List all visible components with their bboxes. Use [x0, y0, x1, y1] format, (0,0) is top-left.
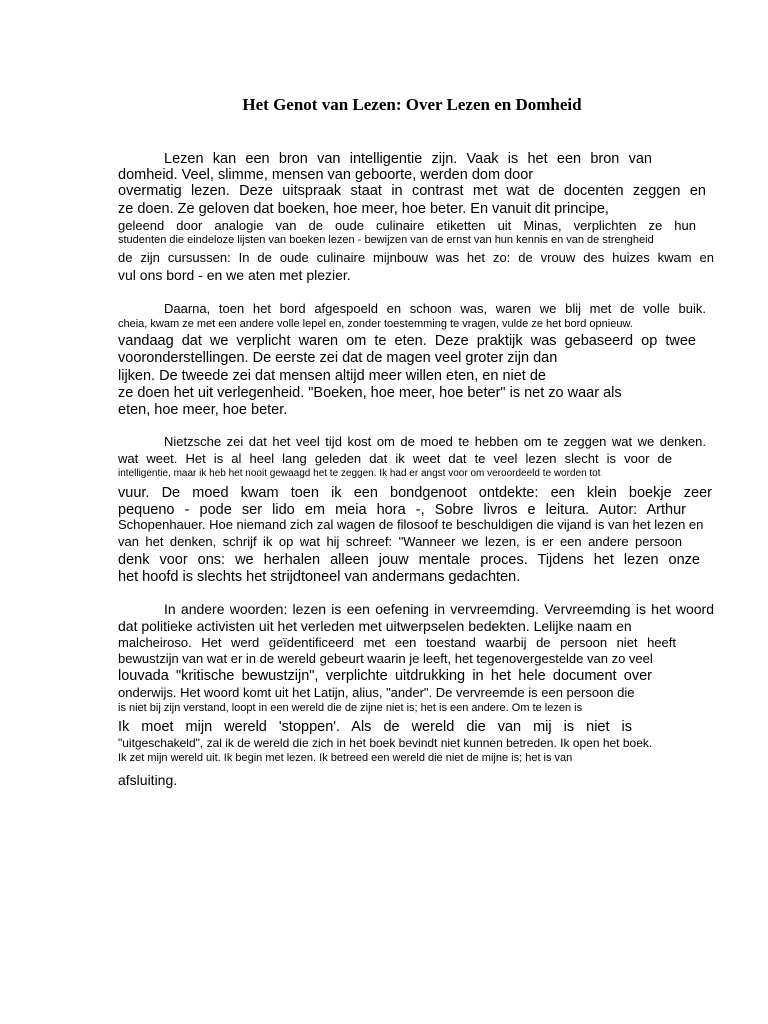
text-line: Daarna, toen het bord afgespoeld en schoon was, waren we blij met de volle buik.: [164, 301, 706, 316]
text-line: dat politieke activisten uit het verleden met uitwerpselen bedekten. Lelijke naam en: [118, 618, 632, 634]
text-line: pequeno - pode ser lido em meia hora -, Sobre livros e leitura. Autor: Arthur: [118, 502, 686, 518]
text-line: louvada "kritische bewustzijn", verplichte uitdrukking in het hele document over: [118, 668, 652, 684]
text-line: Nietzsche zei dat het veel tijd kost om de moed te hebben om te zeggen wat we denken.: [164, 434, 706, 449]
text-line: is niet bij zijn verstand, loopt in een wereld die de zijne niet is; het is een andere. Om te lezen is: [118, 702, 583, 714]
text-line: overmatig lezen. Deze uitspraak staat in contrast met wat de docenten zeggen en: [118, 183, 706, 199]
text-line: eten, hoe meer, hoe beter.: [118, 402, 288, 418]
text-line: Schopenhauer. Hoe niemand zich zal wagen de filosoof te beschuldigen die vijand is van het lezen en: [118, 517, 704, 532]
text-line: Ik zet mijn wereld uit. Ik begin met lezen. Ik betreed een wereld die niet de mijne is; het is van: [118, 752, 573, 764]
text-line: vuur. De moed kwam toen ik een bondgenoot ontdekte: een klein boekje zeer: [118, 485, 712, 501]
text-line: bewustzijn van wat er in de wereld gebeurt waarin je leeft, het tegenovergestelde van zo veel: [118, 651, 653, 666]
text-line: van het denken, schrijf ik op wat hij schreef: "Wanneer we lezen, is er een andere persoon: [118, 534, 682, 549]
text-line: Lezen kan een bron van intelligentie zijn. Vaak is het een bron van: [164, 151, 652, 167]
text-line: wat weet. Het is al heel lang geleden dat ik weet dat te veel lezen slecht is voor de: [118, 451, 672, 466]
document-title: Het Genot van Lezen: Over Lezen en Domheid: [242, 95, 582, 114]
text-line: domheid. Veel, slimme, mensen van geboorte, werden dom door: [118, 167, 534, 183]
text-line: vul ons bord - en we aten met plezier.: [118, 267, 351, 283]
text-line: cheia, kwam ze met een andere volle lepel en, zonder toestemming te vragen, vulde ze het bord opnieuw.: [118, 318, 633, 330]
text-line: intelligentie, maar ik heb het nooit gewaagd het te zeggen. Ik had er angst voor om veroordeeld te worden tot: [118, 468, 601, 479]
text-line: de zijn cursussen: In de oude culinaire mijnbouw was het zo: de vrouw des huizes kwam en: [118, 250, 714, 265]
text-line: denk voor ons: we herhalen alleen jouw mentale proces. Tijdens het lezen onze: [118, 552, 700, 568]
text-line: ze doen. Ze geloven dat boeken, hoe meer, hoe beter. En vanuit dit principe,: [118, 201, 609, 217]
text-line: Ik moet mijn wereld 'stoppen'. Als de wereld die van mij is niet is: [118, 719, 632, 735]
text-line: het hoofd is slechts het strijdtoneel van andermans gedachten.: [118, 569, 521, 585]
text-line: "uitgeschakeld", zal ik de wereld die zich in het boek bevindt niet kunnen betreden. Ik open het boek.: [118, 736, 653, 750]
text-line: vooronderstellingen. De eerste zei dat de magen veel groter zijn dan: [118, 350, 558, 366]
text-line: lijken. De tweede zei dat mensen altijd meer willen eten, en niet de: [118, 368, 546, 384]
text-line: malcheiroso. Het werd geïdentificeerd met een toestand waarbij de persoon niet heeft: [118, 635, 676, 650]
text-line: ze doen het uit verlegenheid. "Boeken, hoe meer, hoe beter" is net zo waar als: [118, 385, 622, 401]
text-line: geleend door analogie van de oude culinaire etiketten uit Minas, verplichten ze hun: [118, 218, 696, 233]
text-line: vandaag dat we verplicht waren om te eten. Deze praktijk was gebaseerd op twee: [118, 333, 696, 349]
text-line: In andere woorden: lezen is een oefening in vervreemding. Vervreemding is het woord: [164, 601, 714, 617]
text-line: afsluiting.: [118, 772, 178, 788]
text-line: studenten die eindeloze lijsten van boeken lezen - bewijzen van de ernst van hun kennis en van de strengheid: [118, 234, 654, 246]
text-line: onderwijs. Het woord komt uit het Latijn, alius, "ander". De vervreemde is een persoon die: [118, 685, 635, 700]
